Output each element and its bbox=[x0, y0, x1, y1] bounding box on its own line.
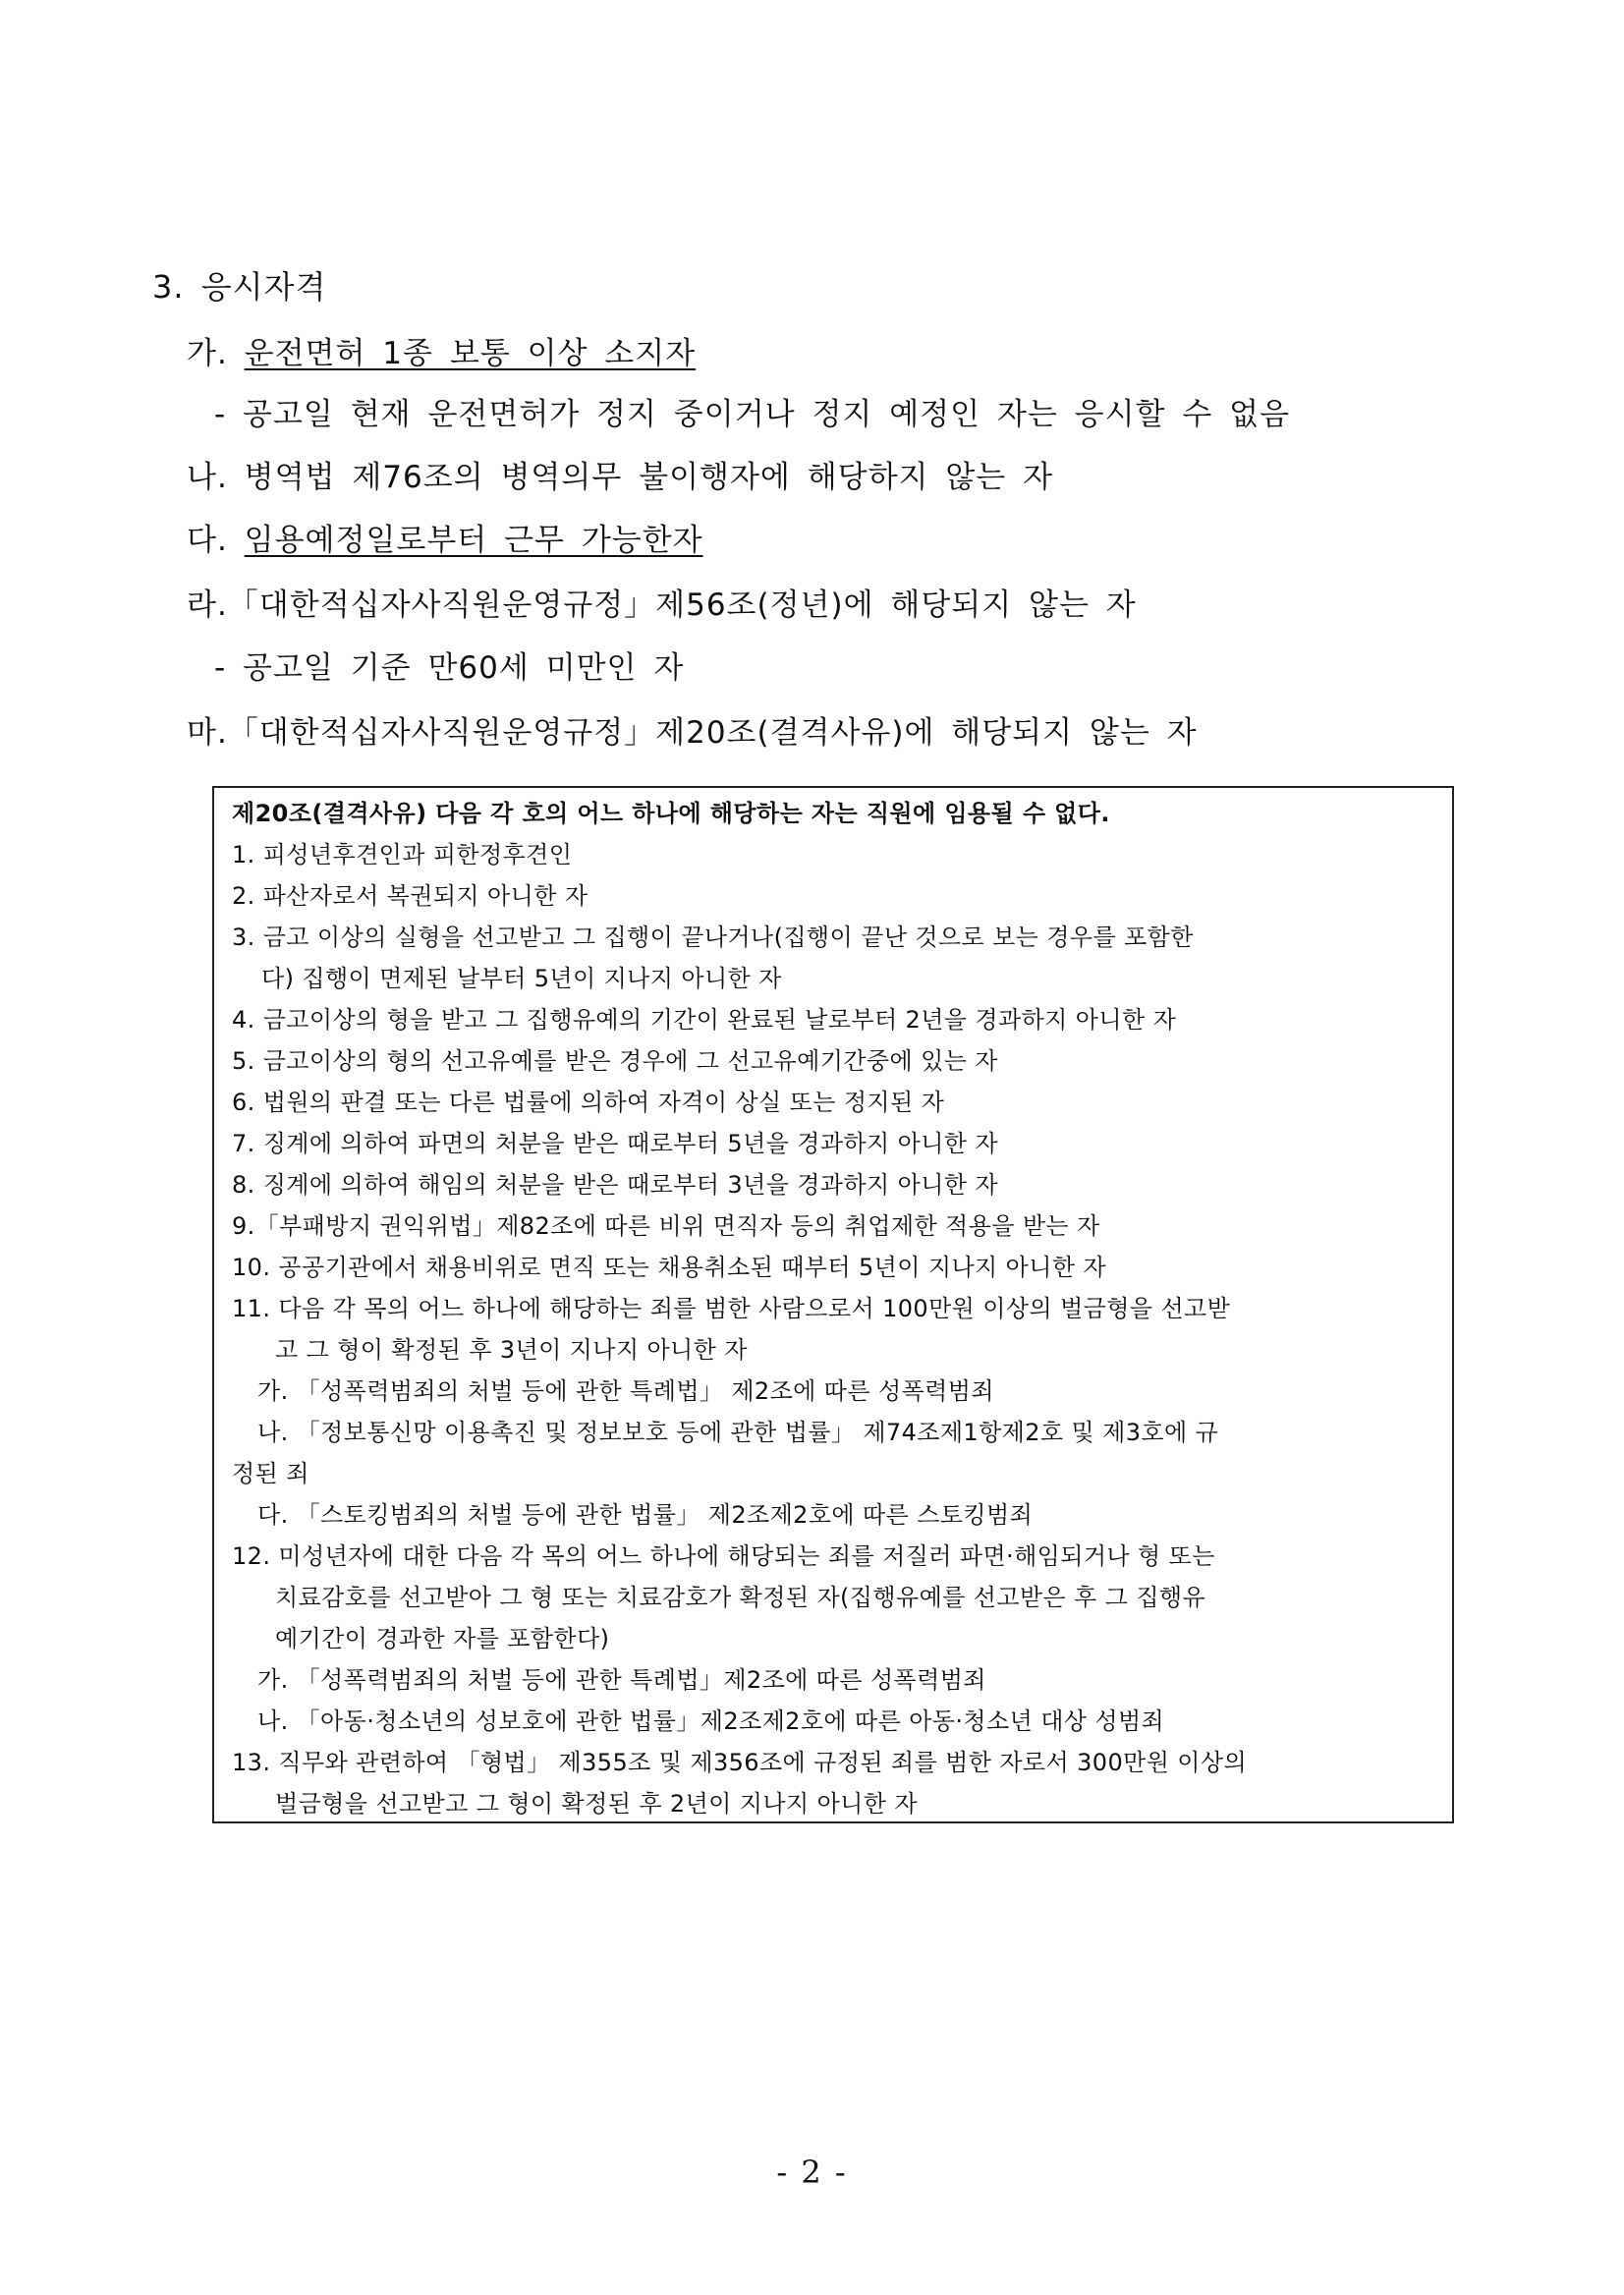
page-number: - 2 - bbox=[776, 2154, 848, 2191]
item-marker: 다. bbox=[187, 523, 245, 558]
item-text-underlined: 운전면허 1종 보통 이상 소지자 bbox=[244, 336, 697, 371]
article-line: 나. 「아동·청소년의 성보호에 관한 법률」제2조제2호에 따른 아동·청소년 대상 성범죄 bbox=[257, 1707, 1165, 1735]
item-marker: 가. bbox=[187, 336, 245, 371]
article-line: 나. 「정보통신망 이용촉진 및 정보보호 등에 관한 법률」 제74조제1항제2호 및 제3호에 규 bbox=[257, 1419, 1219, 1446]
article-line: 벌금형을 선고받고 그 형이 확정된 후 2년이 지나지 아니한 자 bbox=[275, 1790, 918, 1818]
article-line: 5. 금고이상의 형의 선고유예를 받은 경우에 그 선고유예기간중에 있는 자 bbox=[232, 1047, 998, 1075]
article-line: 치료감호를 선고받아 그 형 또는 치료감호가 확정된 자(집행유예를 선고받은 후 그 집행유 bbox=[275, 1584, 1206, 1611]
article-line: 4. 금고이상의 형을 받고 그 집행유예의 기간이 완료된 날로부터 2년을 경과하지 아니한 자 bbox=[232, 1006, 1177, 1034]
article-line: 다. 「스토킹범죄의 처벌 등에 관한 법률」 제2조제2호에 따른 스토킹범죄 bbox=[257, 1501, 1034, 1529]
article-line: 6. 법원의 판결 또는 다른 법률에 의하여 자격이 상실 또는 정지된 자 bbox=[232, 1089, 945, 1116]
item-ra: 라.「대한적십자사직원운영규정」제56조(정년)에 해당되지 않는 자 bbox=[187, 588, 1137, 623]
article-line: 13. 직무와 관련하여 「형법」 제355조 및 제356조에 규정된 죄를 범한 자로서 300만원 이상의 bbox=[232, 1749, 1248, 1776]
article-line: 고 그 형이 확정된 후 3년이 지나지 아니한 자 bbox=[275, 1336, 748, 1364]
article-box bbox=[212, 786, 1454, 1823]
article-line: 예기간이 경과한 자를 포함한다) bbox=[275, 1625, 610, 1652]
article-line: 12. 미성년자에 대한 다음 각 목의 어느 하나에 해당되는 죄를 저질러 파면·해임되거나 형 또는 bbox=[232, 1542, 1215, 1570]
article-title: 제20조(결격사유) 다음 각 호의 어느 하나에 해당하는 자는 직원에 임용될 수 없다. bbox=[232, 800, 1110, 827]
item-ra-subnote: - 공고일 기준 만60세 미만인 자 bbox=[214, 650, 685, 686]
article-line: 8. 징계에 의하여 해임의 처분을 받은 때로부터 3년을 경과하지 아니한 자 bbox=[232, 1171, 999, 1199]
item-ma: 마.「대한적십자사직원운영규정」제20조(결격사유)에 해당되지 않는 자 bbox=[187, 715, 1198, 751]
article-line: 3. 금고 이상의 실형을 선고받고 그 집행이 끝나거나(집행이 끝난 것으로 보는 경우를 포함한 bbox=[232, 924, 1194, 951]
item-na: 나. 병역법 제76조의 병역의무 불이행자에 해당하지 않는 자 bbox=[187, 460, 1054, 495]
article-line: 가. 「성폭력범죄의 처벌 등에 관한 특례법」제2조에 따른 성폭력범죄 bbox=[257, 1666, 986, 1694]
article-line: 10. 공공기관에서 채용비위로 면직 또는 채용취소된 때부터 5년이 지나지 아니한 자 bbox=[232, 1254, 1107, 1281]
article-line: 가. 「성폭력범죄의 처벌 등에 관한 특례법」 제2조에 따른 성폭력범죄 bbox=[257, 1377, 994, 1405]
section-heading: 3. 응시자격 bbox=[152, 268, 327, 306]
article-line: 정된 죄 bbox=[232, 1460, 309, 1487]
item-ga bbox=[187, 334, 696, 373]
article-line: 11. 다음 각 목의 어느 하나에 해당하는 죄를 범한 사람으로서 100만원 이상의 벌금형을 선고받 bbox=[232, 1295, 1231, 1322]
item-text-underlined: 임용예정일로부터 근무 가능한자 bbox=[244, 523, 703, 558]
item-da bbox=[187, 521, 703, 560]
item-ga-subnote: - 공고일 현재 운전면허가 정지 중이거나 정지 예정인 자는 응시할 수 없음 bbox=[214, 397, 1291, 432]
article-line: 2. 파산자로서 복권되지 아니한 자 bbox=[232, 882, 588, 910]
article-line: 7. 징계에 의하여 파면의 처분을 받은 때로부터 5년을 경과하지 아니한 자 bbox=[232, 1130, 999, 1157]
article-line: 9.「부패방지 권익위법」제82조에 따른 비위 면직자 등의 취업제한 적용을 받는 자 bbox=[232, 1212, 1100, 1240]
article-line: 1. 피성년후견인과 피한정후견인 bbox=[232, 841, 573, 868]
article-line: 다) 집행이 면제된 날부터 5년이 지나지 아니한 자 bbox=[261, 965, 782, 992]
